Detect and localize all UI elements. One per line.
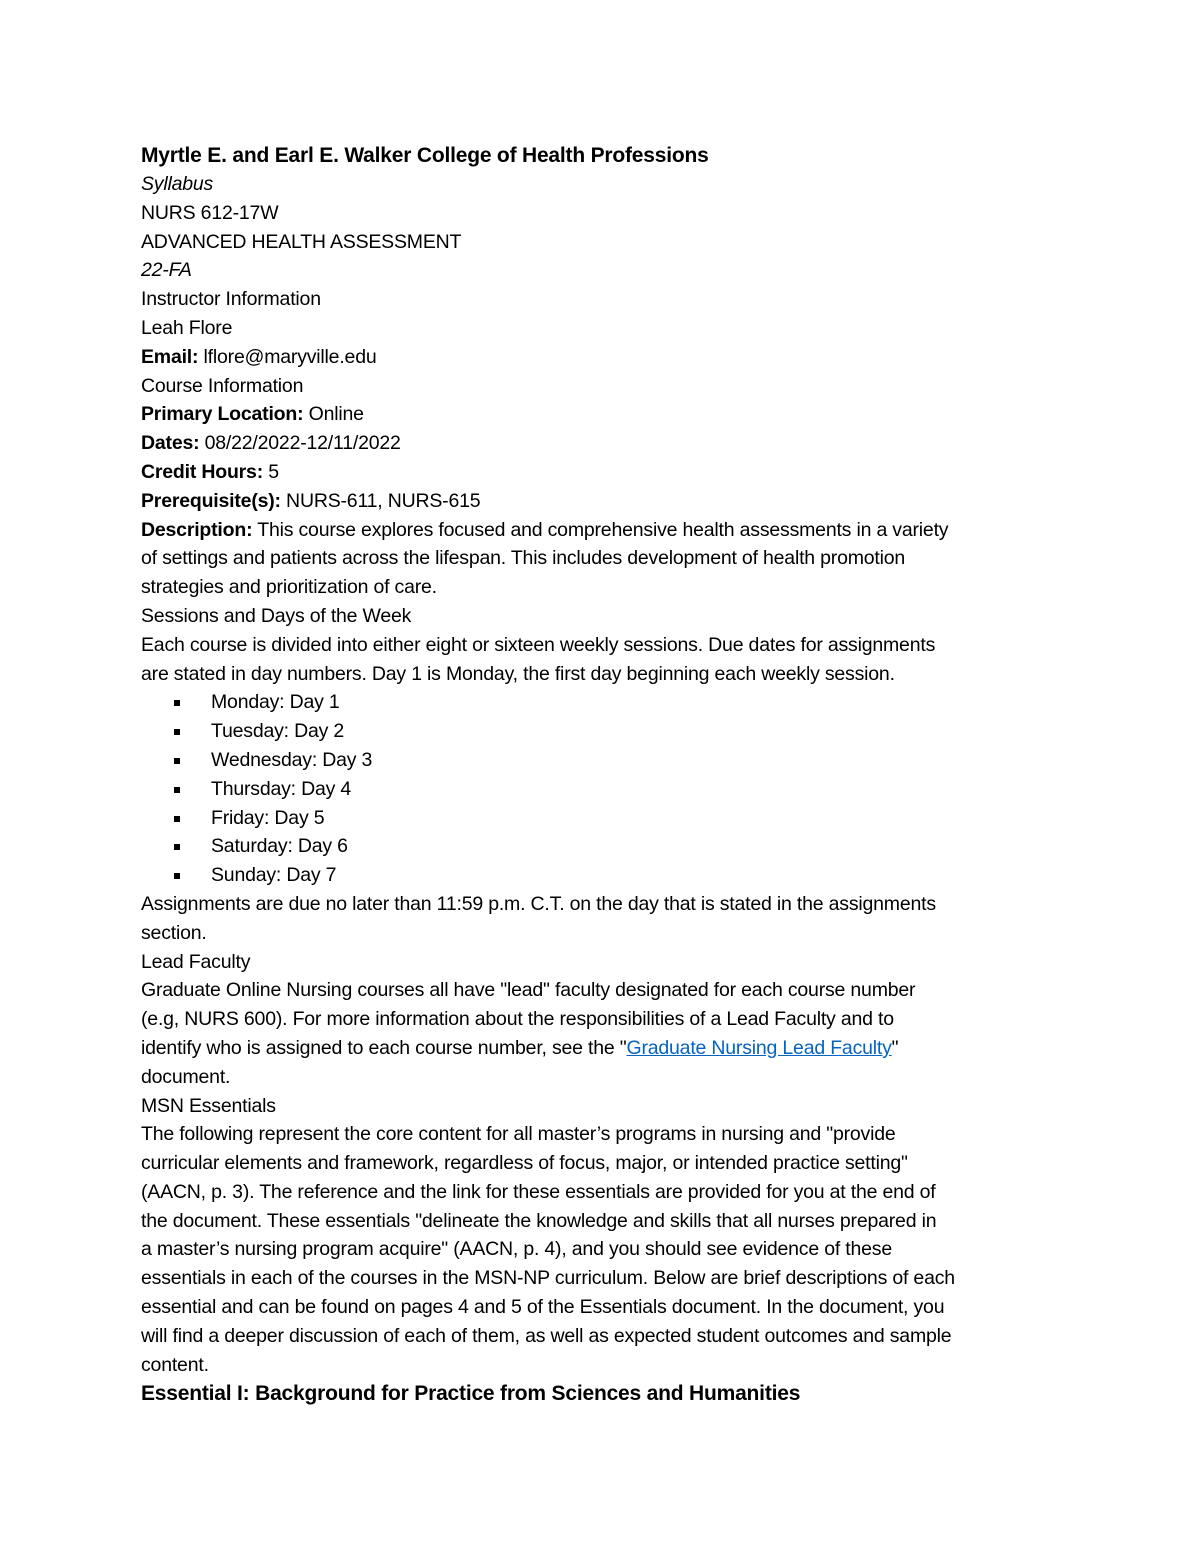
lead-faculty-line-3-prefix: identify who is assigned to each course number, see the " [141, 1036, 627, 1059]
list-item [141, 775, 1071, 804]
bullet-icon [174, 816, 180, 822]
credit-hours [141, 458, 1071, 487]
days-list [141, 688, 1071, 890]
list-item [141, 861, 1071, 890]
description-line-3: strategies and prioritization of care. [141, 576, 437, 599]
instructor-email [141, 343, 1071, 372]
email-value: lflore@maryville.edu [198, 345, 377, 368]
day-label: Thursday: Day 4 [211, 777, 352, 800]
bullet-icon [174, 787, 180, 793]
document-type: Syllabus [141, 173, 214, 195]
day-label: Sunday: Day 7 [211, 864, 337, 887]
course-code: NURS 612-17W [141, 201, 279, 224]
lead-faculty-section-title: Lead Faculty [141, 950, 251, 973]
email-label: Email: [141, 345, 199, 368]
msn-essentials-section-title: MSN Essentials [141, 1094, 276, 1117]
list-item [141, 804, 1071, 833]
description-line-2: of settings and patients across the lifespan. This includes development of health promotion [141, 547, 906, 570]
instructor-name: Leah Flore [141, 316, 233, 339]
list-item [141, 688, 1071, 717]
course-dates [141, 429, 1071, 458]
lead-faculty-line-4: document. [141, 1065, 231, 1088]
bullet-icon [174, 758, 180, 764]
credit-label: Credit Hours: [141, 460, 263, 483]
sessions-section-title: Sessions and Days of the Week [141, 604, 412, 627]
due-line-2: section. [141, 921, 207, 944]
term: 22-FA [141, 259, 192, 282]
msn-essentials-line: will find a deeper discussion of each of them, as well as expected student outcomes and sample [141, 1324, 952, 1347]
msn-essentials-line: The following represent the core content for all master’s programs in nursing and "provide [141, 1123, 896, 1146]
syllabus-page [141, 141, 1071, 1408]
prereq-value: NURS-611, NURS-615 [280, 489, 481, 512]
lead-faculty-line-3-suffix: " [891, 1036, 899, 1059]
msn-essentials-line: (AACN, p. 3). The reference and the link for these essentials are provided for you at the end of [141, 1180, 936, 1203]
prerequisites [141, 487, 1071, 516]
dates-value: 08/22/2022-12/11/2022 [199, 432, 401, 455]
location-label: Primary Location: [141, 403, 304, 426]
bullet-icon [174, 873, 180, 879]
day-label: Tuesday: Day 2 [211, 720, 345, 743]
primary-location [141, 400, 1071, 429]
day-label: Saturday: Day 6 [211, 835, 348, 858]
prereq-label: Prerequisite(s): [141, 489, 281, 512]
instructor-section-title: Instructor Information [141, 288, 321, 311]
sessions-intro-line-2: are stated in day numbers. Day 1 is Monday, the first day beginning each weekly session. [141, 662, 895, 685]
sessions-intro-line-1: Each course is divided into either eight or sixteen weekly sessions. Due dates for assignments [141, 633, 936, 656]
essential-1-heading: Essential I: Background for Practice from Sciences and Humanities [141, 1382, 801, 1406]
day-label: Friday: Day 5 [211, 806, 325, 829]
description-text-1: This course explores focused and comprehensive health assessments in a variety [252, 518, 949, 541]
msn-essentials-line: essential and can be found on pages 4 and 5 of the Essentials document. In the document, you [141, 1296, 945, 1319]
msn-essentials-line: curricular elements and framework, regardless of focus, major, or intended practice setting" [141, 1152, 908, 1175]
bullet-icon [174, 844, 180, 850]
description-label: Description: [141, 518, 253, 541]
location-value: Online [303, 403, 364, 426]
graduate-nursing-lead-faculty-link[interactable]: Graduate Nursing Lead Faculty [626, 1036, 892, 1059]
college-heading: Myrtle E. and Earl E. Walker College of Health Professions [141, 144, 709, 167]
list-item [141, 832, 1071, 861]
msn-essentials-line: the document. These essentials "delineate the knowledge and skills that all nurses prepared in [141, 1209, 937, 1232]
lead-faculty-line-2: (e.g, NURS 600). For more information about the responsibilities of a Lead Faculty and to [141, 1008, 894, 1031]
course-title: ADVANCED HEALTH ASSESSMENT [141, 230, 462, 253]
bullet-icon [174, 729, 180, 735]
day-label: Monday: Day 1 [211, 691, 340, 714]
day-label: Wednesday: Day 3 [211, 748, 373, 771]
list-item [141, 717, 1071, 746]
list-item [141, 746, 1071, 775]
msn-essentials-line: content. [141, 1353, 209, 1376]
dates-label: Dates: [141, 432, 200, 455]
description-line-1 [141, 516, 1071, 545]
bullet-icon [174, 700, 180, 706]
course-section-title: Course Information [141, 374, 304, 397]
lead-faculty-line-3 [141, 1034, 1071, 1063]
msn-essentials-line: essentials in each of the courses in the MSN-NP curriculum. Below are brief descriptions of each [141, 1267, 955, 1290]
msn-essentials-line: a master’s nursing program acquire" (AACN, p. 4), and you should see evidence of these [141, 1238, 892, 1261]
credit-value: 5 [263, 460, 279, 483]
lead-faculty-line-1: Graduate Online Nursing courses all have "lead" faculty designated for each course number [141, 979, 916, 1002]
due-line-1: Assignments are due no later than 11:59 p.m. C.T. on the day that is stated in the assignments [141, 892, 936, 915]
